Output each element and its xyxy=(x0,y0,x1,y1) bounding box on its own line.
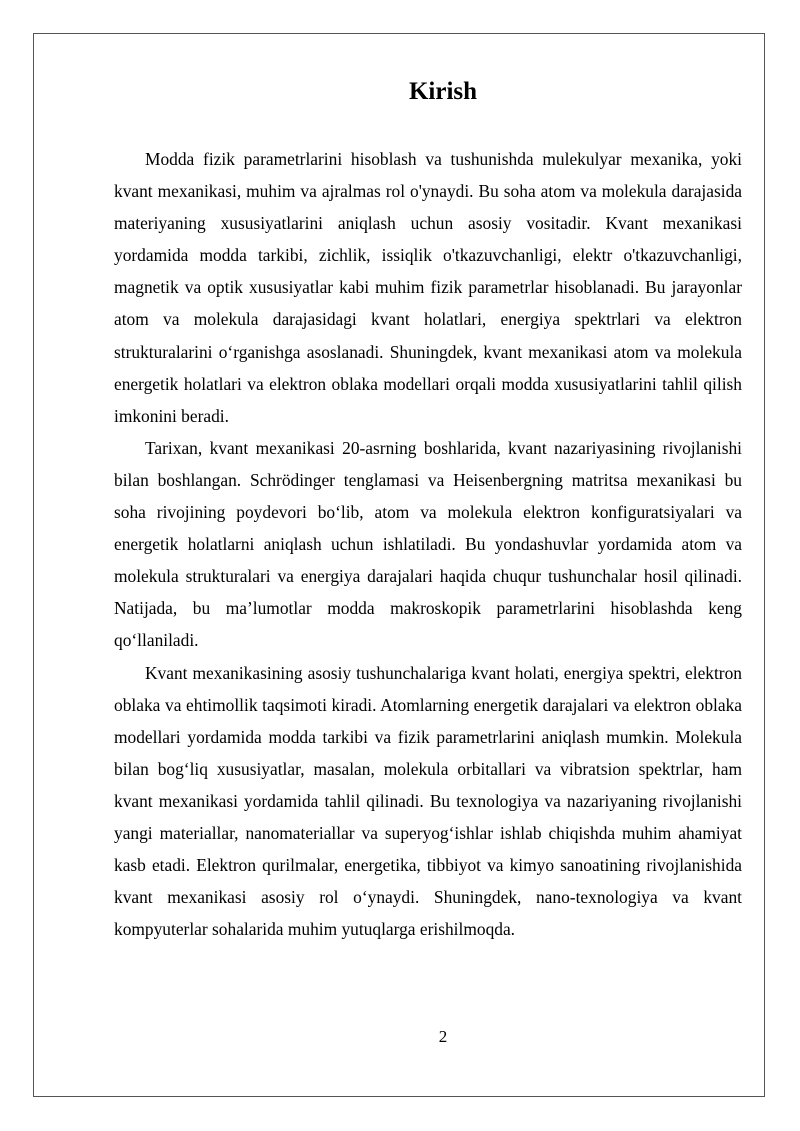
paragraph-3: Kvant mexanikasining asosiy tushunchalariga kvant holati, energiya spektri, elektron oblaka va ehtimollik taqsimoti kiradi. Atomlarning energetik darajalari va elektron oblaka modellari yordamida modda tarkibi va fizik parametrlarini aniqlash mumkin. Molekula bilan bog‘liq xususiyatlar, masalan, molekula orbitallari va vibratsion spektrlar, ham kvant mexanikasi yordamida tahlil qilinadi. Bu texnologiya va nazariyaning rivojlanishi yangi materiallar, nanomateriallar va superyog‘ishlar ishlab chiqishda muhim ahamiyat kasb etadi. Elektron qurilmalar, energetika, tibbiyot va kimyo sanoatining rivojlanishida kvant mexanikasi asosiy rol o‘ynaydi. Shuningdek, nano-texnologiya va kvant kompyuterlar sohalarida muhim yutuqlarga erishilmoqda. xyxy=(114,662,742,940)
page-number: 2 xyxy=(438,1027,448,1046)
page-title: Kirish xyxy=(408,78,478,105)
document-body xyxy=(114,143,742,945)
paragraph-1: Modda fizik parametrlarini hisoblash va tushunishda mulekulyar mexanika, yoki kvant mexanikasi, muhim va ajralmas rol o'ynaydi. Bu soha atom va molekula darajasida materiyaning xususiyatlarini aniqlash uchun asosiy vositadir. Kvant mexanikasi yordamida modda tarkibi, zichlik, issiqlik o'tkazuvchanligi, elektr o'tkazuvchanligi, magnetik va optik xususiyatlar kabi muhim fizik parametrlar hisoblanadi. Bu jarayonlar atom va molekula darajasidagi kvant holatlari, energiya spektrlari va elektron strukturalarini o‘rganishga asoslanadi. Shuningdek, kvant mexanikasi atom va molekula energetik holatlari va elektron oblaka modellari orqali modda xususiyatlarini tahlil qilish imkonini beradi. xyxy=(114,149,742,426)
paragraph-2: Tarixan, kvant mexanikasi 20-asrning boshlarida, kvant nazariyasining rivojlanishi bilan boshlangan. Schrödinger tenglamasi va Heisenbergning matritsa mexanikasi bu soha rivojining poydevori bo‘lib, atom va molekula elektron konfiguratsiyalari va energetik holatlarni aniqlash uchun ishlatiladi. Bu yondashuvlar yordamida atom va molekula strukturalari va energiya darajalari haqida chuqur tushunchalar hosil qilinadi. Natijada, bu ma’lumotlar modda makroskopik parametrlarini hisoblashda keng qo‘llaniladi. xyxy=(114,437,742,651)
